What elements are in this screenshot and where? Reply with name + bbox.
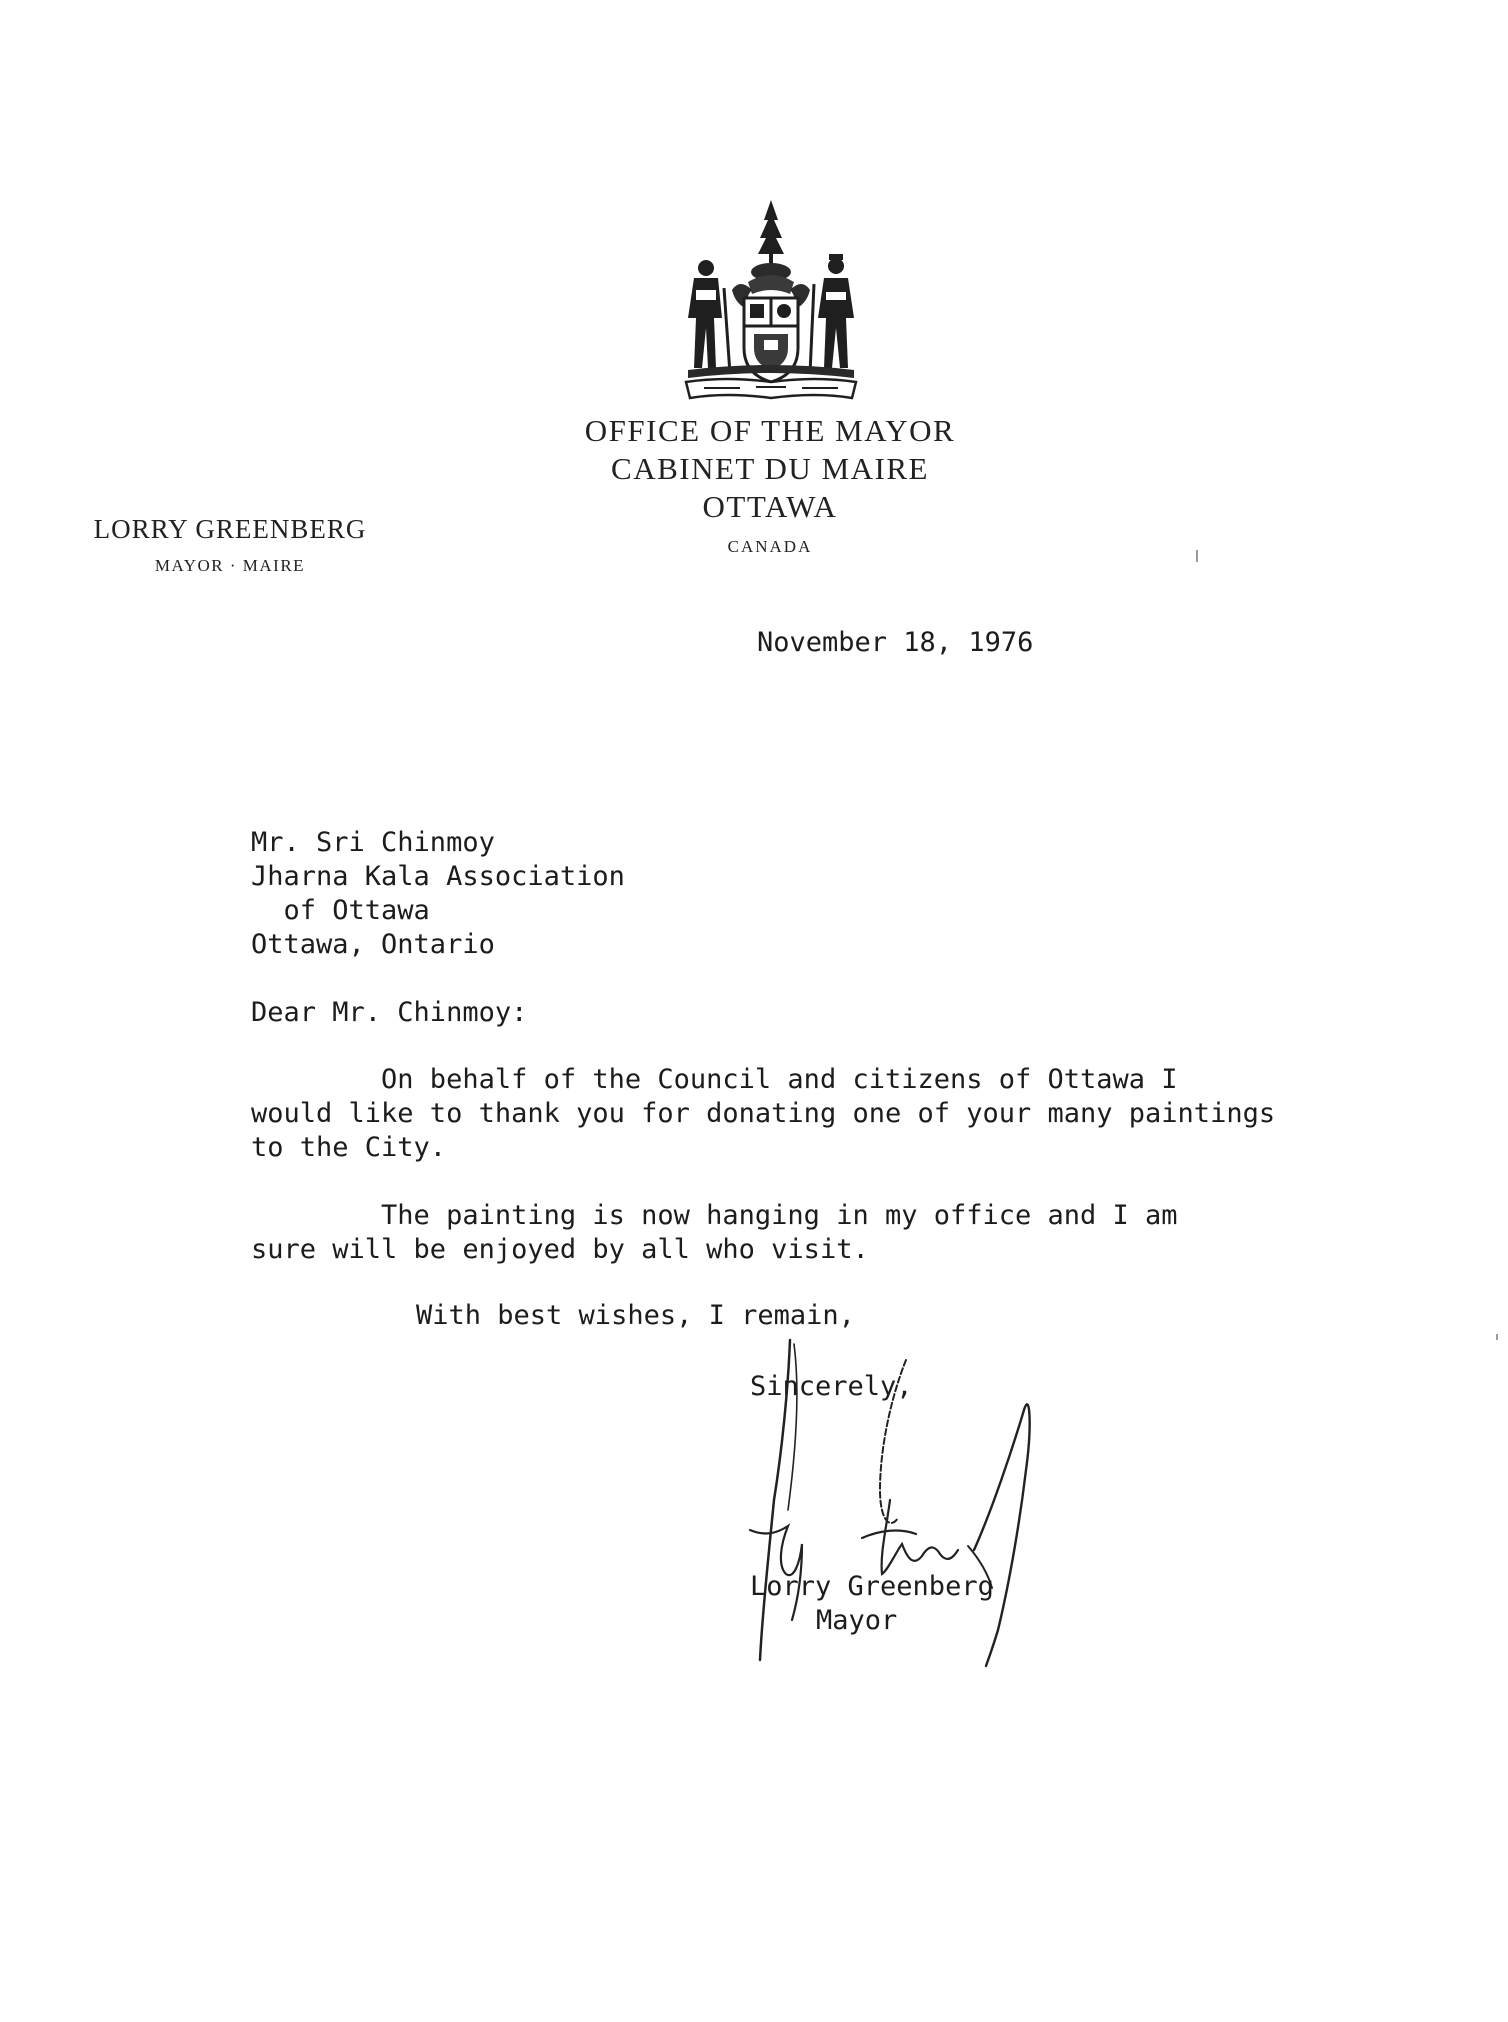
closing-line: With best wishes, I remain,: [416, 1300, 855, 1331]
coat-of-arms-icon: [680, 198, 862, 404]
signer-title: Mayor: [816, 1605, 898, 1636]
body-paragraph-1: [251, 1063, 1275, 1165]
salutation: Dear Mr. Chinmoy:: [251, 997, 528, 1028]
recipient-address: [251, 826, 625, 962]
mayor-name-block: [60, 512, 400, 576]
body-line: to the City.: [251, 1132, 447, 1163]
recipient-line: Ottawa, Ontario: [251, 929, 495, 960]
mayor-name: LORRY GREENBERG: [93, 514, 367, 544]
body-line: The painting is now hanging in my office and I am: [251, 1200, 1178, 1231]
body-line: would like to thank you for donating one of your many paintings: [251, 1098, 1276, 1129]
signer-name: Lorry Greenberg: [750, 1571, 994, 1602]
scan-speck: [1196, 550, 1198, 562]
letter-date: November 18, 1976: [757, 627, 1034, 658]
letterhead: [540, 412, 1000, 562]
body-paragraph-2: [251, 1199, 1178, 1267]
body-line: On behalf of the Council and citizens of Ottawa I: [251, 1064, 1178, 1095]
office-title-fr: CABINET DU MAIRE: [611, 451, 929, 486]
recipient-line: of Ottawa: [251, 895, 430, 926]
mayor-title: MAYOR · MAIRE: [154, 556, 306, 575]
scan-speck: [1496, 1334, 1498, 1340]
office-country: CANADA: [727, 537, 813, 556]
recipient-line: Mr. Sri Chinmoy: [251, 827, 495, 858]
office-city: OTTAWA: [702, 489, 838, 524]
office-title-en: OFFICE OF THE MAYOR: [584, 413, 956, 448]
sign-off: Sincerely,: [750, 1371, 913, 1402]
body-line: sure will be enjoyed by all who visit.: [251, 1234, 869, 1265]
recipient-line: Jharna Kala Association: [251, 861, 625, 892]
